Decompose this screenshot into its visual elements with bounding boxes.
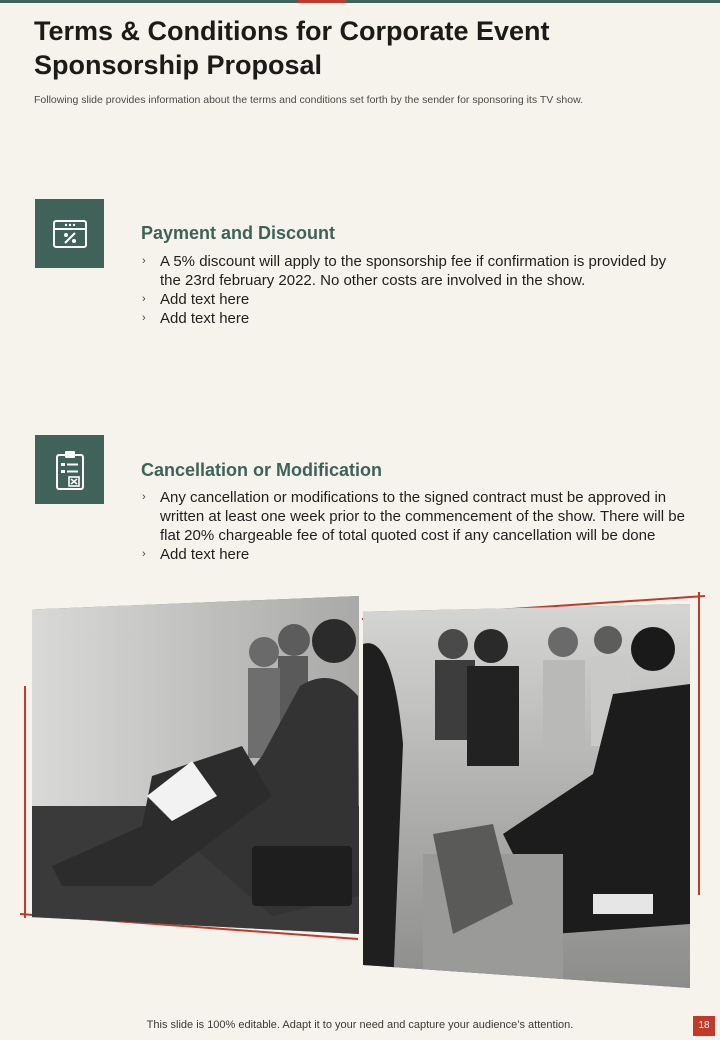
chevron-right-icon: › (142, 255, 146, 267)
audience-image-left (32, 596, 359, 934)
audience-photo-right (363, 604, 690, 988)
page-number-badge: 18 (693, 1016, 715, 1036)
section-heading-cancellation: Cancellation or Modification (141, 460, 383, 480)
list-item: › Add text here (142, 291, 250, 308)
list-item: › Add text here (142, 310, 250, 327)
chevron-right-icon: › (142, 491, 146, 503)
audience-image-right (363, 604, 690, 988)
footer-note: This slide is 100% editable. Adapt it to your need and capture your audience’s attention. (146, 1019, 574, 1031)
section-heading-payment: Payment and Discount (141, 223, 336, 243)
audience-photo-left (32, 596, 359, 934)
chevron-right-icon: › (142, 548, 146, 560)
list-item: › Add text here (142, 546, 250, 563)
list-item: › A 5% discount will apply to the sponsorship fee if confirmation is provided by the 23rd february 2022. No other costs are involved in the show. (142, 253, 667, 289)
page-subtitle: Following slide provides information about the terms and conditions set forth by the sender for sponsoring its TV show. (34, 94, 584, 106)
chevron-right-icon: › (142, 293, 146, 305)
list-item: › Any cancellation or modifications to the signed contract must be approved in written at least one week prior to the commencement of the show. There will be flat 20% chargeable fee of total quoted cost if any cancellation will be done (142, 489, 685, 544)
chevron-right-icon: › (142, 312, 146, 324)
page-title: Terms & Conditions for Corporate Event Sponsorship Proposal (34, 16, 550, 80)
